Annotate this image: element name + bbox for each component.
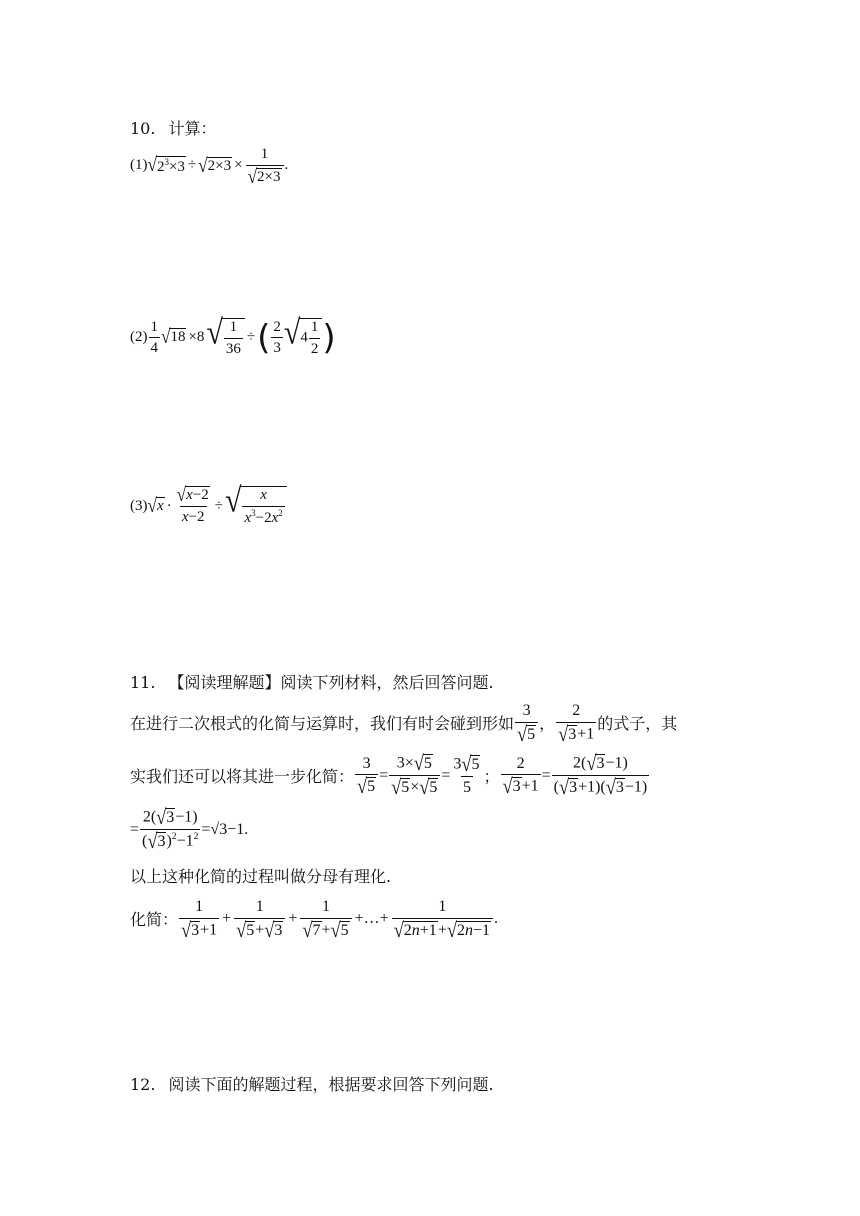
fraction: √ x−2 x−2 (176, 483, 209, 526)
radical: √ 2×3 (198, 154, 232, 177)
fraction: 2( √ 3 −1) ( √ 3 )$^2-1^2$ (142, 805, 199, 853)
radical: √ $2^3\times 3$ (147, 153, 185, 176)
bracket-left: ( (257, 317, 271, 358)
q11-line-2: 实我们还可以将其进一步化简： 3 √ 5 = 3× √ 5 √ 5 × √ 5 = 3 √ 5 5 ； 2 √ 3 +1 = 2( √ 3 −1) ( √ 3 +1)( √ 3 −1) (130, 751, 648, 799)
text: =√3−1. (201, 820, 249, 838)
question-title: 阅读下面的解题过程，根据要求回答下列问题. (168, 1075, 494, 1094)
text: 在进行二次根式的化简与运算时，我们有时会碰到形如 (130, 716, 515, 734)
q11-line-5: 化简： 1 √ 3 +1 + 1 √ 5 + √ 3 + 1 √ 7 + √ 5 +…+ 1 √ 2n+1 + √ 2n−1 . (130, 898, 498, 942)
bracket-right: ) (322, 317, 336, 358)
question-number: 12. (130, 1075, 156, 1094)
part-label: (1) (130, 157, 148, 174)
question-number: 10. (130, 119, 156, 138)
fraction: $\frac{1}{4}$ (150, 318, 158, 356)
text: 的式子，其 (597, 716, 678, 734)
q11-line-4: 以上这种化简的过程叫做分母有理化. (130, 867, 392, 886)
fraction: 1 √ 5 + √ 3 (234, 898, 285, 940)
q11-line-3: = 2( √ 3 −1) ( √ 3 )$^2-1^2$ =√3−1. (130, 805, 249, 853)
q10-part2-expression: (2) $\frac{1}{4}$ √ 18 ×8 √ $\frac{1}{36}$ ÷ ( $\frac{2}{3}$ √ 4 $\frac{1}{2}$ ) (130, 313, 336, 358)
fraction: 3 √ 5 (355, 755, 378, 797)
question-12-heading (130, 1072, 494, 1095)
question-title: 【阅读理解题】阅读下列材料，然后回答问题. (168, 673, 494, 692)
fraction: 2 √ 3 +1 (558, 702, 595, 746)
part-label: (3) (130, 497, 148, 514)
radical: √ $\frac{1}{36}$ (206, 318, 244, 357)
text: 实我们还可以将其进一步化简： (130, 769, 355, 787)
fraction: 1 √ 2n+1 + √ 2n−1 (392, 898, 493, 940)
fraction: 2( √ 3 −1) ( √ 3 +1)( √ 3 −1) (553, 751, 648, 799)
fraction: $\frac{2}{3}$ (273, 318, 281, 356)
text: 化简： (130, 912, 179, 930)
question-10-heading (130, 116, 217, 139)
fraction: 3 √ 5 (515, 702, 538, 744)
radical: √ x (147, 494, 164, 517)
radical: √ $\frac{x}{x^3-2x^2}$ (225, 486, 287, 526)
part-label: (2) (130, 329, 148, 345)
q10-part3-expression: (3) √ x · √ x−2 x−2 ÷ √ $\frac{x}{x^3-2x^2}$ (130, 486, 287, 526)
fraction: 3× √ 5 √ 5 × √ 5 (389, 754, 440, 798)
q11-line-1: 在进行二次根式的化简与运算时，我们有时会碰到形如 3 √ 5 ， 2 √ 3 +1 的式子，其 (130, 702, 678, 746)
fraction: 1 √ 7 + √ 5 (300, 898, 351, 940)
question-11-heading (130, 670, 494, 693)
fraction: 3 √ 5 5 (453, 752, 480, 797)
radical: √ 4 $\frac{1}{2}$ (284, 318, 322, 357)
fraction: 1 √ 2×3 (246, 146, 284, 186)
question-title: 计算： (168, 119, 217, 138)
question-number: 11. (130, 673, 156, 692)
radical: √ 18 (161, 325, 186, 348)
q10-part1-expression: (1) √ $2^3\times 3$ ÷ √ 2×3 × 1 √ 2×3 . (130, 146, 289, 187)
fraction: 2 √ 3 +1 (502, 754, 539, 798)
fraction: 1 √ 3 +1 (181, 898, 218, 942)
